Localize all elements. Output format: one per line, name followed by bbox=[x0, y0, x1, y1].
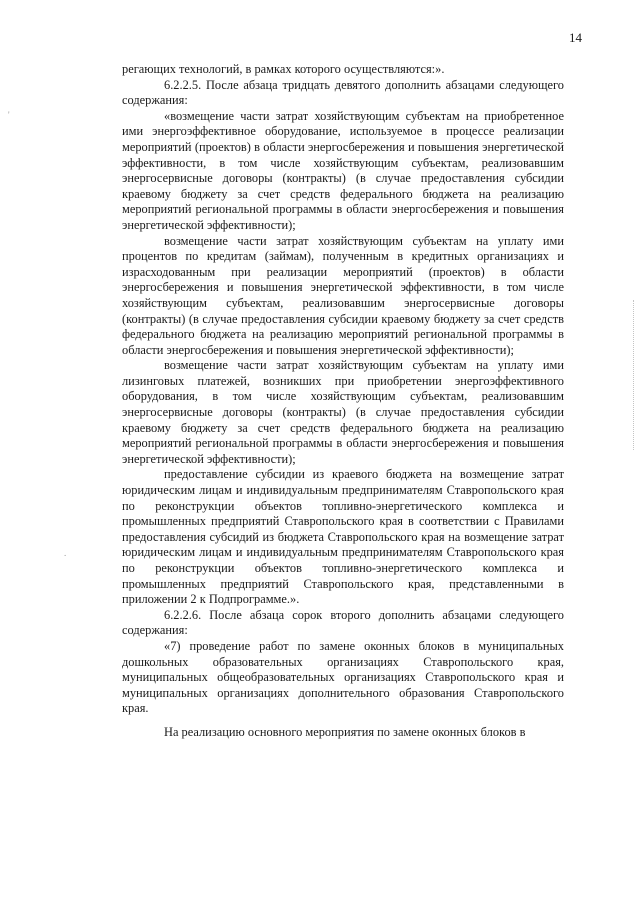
paragraph-subsidy-reconstruction: предоставление субсидии из краевого бюджета на возмещение затрат юридическим лицам и индивидуальным предпринимателям Ставропольского края по реконструкции объектов топливно-энергетического комплекса и промышленных предприятий Ставропольского края в соответствии с Правилами предоставления субсидий из бюджета Ставропольского края на возмещение затрат юридическим лицам и индивидуальным предпринимателям Ставропольского края по реконструкции объектов топливно-энергетического комплекса и промышленных предприятий Ставропольского края, представленными в приложении 2 к Подпрограмме.». bbox=[122, 467, 564, 607]
page-number: 14 bbox=[569, 30, 582, 45]
paragraph-reimbursement-equipment: «возмещение части затрат хозяйствующим субъектам на приобретенное ими энергоэффективное оборудование, используемое в процессе реализации мероприятий (проектов) в области энергосбережения и повышения энергетической эффективности, в том числе хозяйствующим субъектам, реализовавшим энергосервисные договоры (контракты) (в случае предоставления субсидии краевому бюджету за счет средств федерального бюджета на реализацию мероприятий региональной программы в области энергосбережения и повышения энергетической эффективности); bbox=[122, 108, 564, 232]
paragraph-section-6-2-2-6: 6.2.2.6. После абзаца сорок второго дополнить абзацами следующего содержания: bbox=[122, 607, 564, 638]
paragraph-section-6-2-2-5: 6.2.2.5. После абзаца тридцать девятого дополнить абзацами следующего содержания: bbox=[122, 77, 564, 108]
margin-dot-mark: . bbox=[64, 548, 67, 558]
paragraph-reimbursement-loan-interest: возмещение части затрат хозяйствующим субъектам на уплату ими процентов по кредитам (займам), полученным в кредитных организациях и израсходованным при реализации мероприятий (проектов) в области энергосбережения и повышения энергетической эффективности, в том числе хозяйствующим субъектам, реализовавшим энергосервисные договоры (контракты) (в случае предоставления субсидии краевому бюджету за счет средств федерального бюджета на реализацию мероприятий региональной программы в области энергосбережения и повышения энергетической эффективности); bbox=[122, 233, 564, 357]
margin-dotted-line bbox=[632, 300, 634, 450]
margin-tick-mark: ' bbox=[8, 110, 10, 120]
paragraph-window-funding: На реализацию основного мероприятия по замене оконных блоков в bbox=[164, 724, 526, 739]
document-body bbox=[122, 62, 564, 741]
paragraph-continuation: регающих технологий, в рамках которого осуществляются:». bbox=[122, 62, 445, 76]
paragraph-reimbursement-leasing: возмещение части затрат хозяйствующим субъектам на уплату ими лизинговых платежей, возникших при приобретении энергоэффективного оборудования, в том числе хозяйствующим субъектам, реализовавшим энергосервисные договоры (контракты) (в случае предоставления субсидии краевому бюджету за счет средств федерального бюджета на реализацию мероприятий региональной программы в области энергосбережения и повышения энергетической эффективности); bbox=[122, 358, 564, 466]
paragraph-window-replacement: «7) проведение работ по замене оконных блоков в муниципальных дошкольных образовательных организациях Ставропольского края, муниципальных общеобразовательных организациях Ставропольского края и муниципальных организациях дополнительного образования Ставропольского края. bbox=[122, 638, 564, 716]
